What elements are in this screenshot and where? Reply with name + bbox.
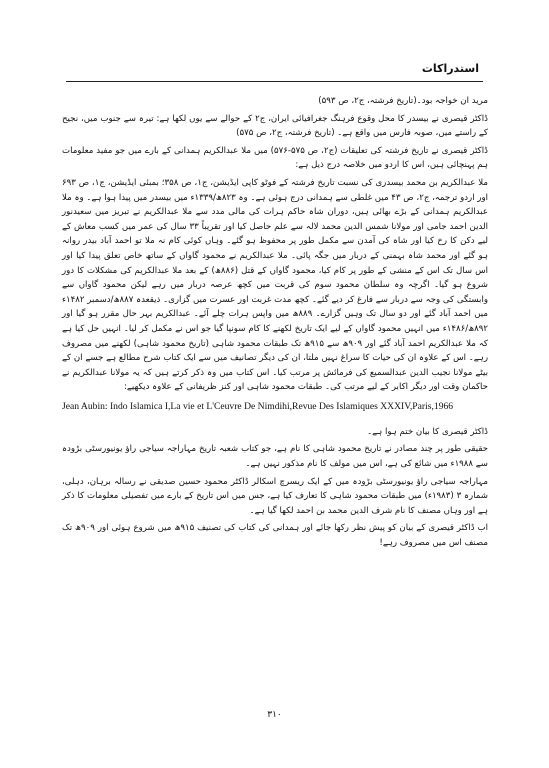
paragraph: ڈاکٹر قیصری نے تاریخ فرشتہ کی تعلیقات (ج۲، ص ۵۷۵-۵۷۶) میں ملا عبدالکریم ہمدانی کے بارے میں جو مفید معلومات ہم پہنچائی ہیں، اس کا اردو میں خلاصہ درج ذیل ہے: [62, 145, 488, 171]
paragraph: ڈاکٹر قیصری نے بیسدر کا محل وقوع فرہنگ جغرافیائی ایران، ج۲ کے حوالے سے یوں لکھا ہے: تیرہ سے جنوب میں، نجیح کے راستے میں، صوبہ فارس میں واقع ہے۔ (تاریخ فرشتہ، ج۲، ص ۵۷۵) [62, 113, 488, 139]
paragraph: حقیقی طور پر چند مصادر نے تاریخ محمود شاہی کا نام ہے، جو کتاب شعبہ تاریخ مہاراجہ سیاجی راؤ یونیورسٹی بڑودہ سے ۱۹۸۸ء میں شائع کی ہے، اس میں مولف کا نام مذکور نہیں ہے۔ [62, 444, 488, 470]
paragraph: ڈاکٹر قیصری کا بیان ختم ہوا ہے۔ [367, 426, 488, 437]
latin-citation: Jean Aubin: Indo Islamica I,La vie et L'Ceuvre De Nimdihi,Revue Des Islamiques XXXIV,Paris,1966 [62, 400, 454, 412]
paragraph: مرید ان خواجہ بود۔(تاریخ فرشتہ، ج۲، ص ۵۹۳) [318, 96, 488, 106]
header-rule [66, 81, 483, 82]
paragraph: اب ڈاکٹر قیصری کے بیان کو پیش نظر رکھا جائے اور ہمدانی کی کتاب کی تصنیف ۹۱۵ھ میں شروع ہوئی اور ۹۰۹ھ تک مصنف اس میں مصروف رہے! [62, 523, 488, 549]
paragraph: ملا عبدالکریم بن محمد بیسدری کی نسبت تاریخ فرشتہ کے فوٹو کاپی ایڈیشن، ج۱، ص ۳۵۸؛ بمبئی ایڈیشن، ج۱، ص ۶۹۳ اور اردو ترجمہ، ج۲، ص ۴۳ میں غلطی سے ہمدانی درج ہوئی ہے۔ وہ ۸۲۳ھ/۱۳۳۹ء میں بیسدر میں پیدا ہوا ہے۔ وہ ملا عبدالکریم ہمدانی کے بڑے بھائی ہیں، دوران شاہ حاکم ہرات کی مالی مدد سے ملا عبدالکریم نے تبریز میں سعیدنور الدین احمد جامی اور مولانا شمس الدین محمد لالہ سے علم حاصل کیا اور تقریباً ۳۳ سال کی عمر میں کسب معاش کے لیے دکن کا رخ کیا اور شاہ کی آمدن سے مکمل طور پر محفوظ ہو گئے۔ وہاں کوئی کام نہ ملا تو احمد آباد بیدر روانہ ہو گئے اور محمد شاہ بہمنی کے دربار میں جگہ پائی۔ ملا عبدالکریم نے محمود گاواں کے ساتھ خاص تعلق پیدا کیا اور اس سال تک اس کے منشی کے طور پر کام کیا، محمود گاواں کے قتل (۸۸۶ھ) کے بعد ملا عبدالکریم کی مشکلات کا دور شروع ہو گیا۔ اگرچہ وہ سلطان محمود سوم کی قربت میں کچھ عرصہ دربار میں رہے لیکن محمود گاواں سے وابستگی کی وجہ سے دربار سے فارغ کر دیے گئے۔ کچھ مدت غربت اور عسرت میں گزاری۔ ذیقعدہ ۸۸۷ھ/دسمبر ۱۴۸۲ء میں احمد آباد گئے اور دو سال تک وہیں گزارے۔ ۸۸۹ھ میں واپس ہرات چلے آئے۔ عبدالکریم بہر حال مقرر ہو گیا اور ۸۹۲ھ/۱۴۸۶ء میں انہیں محمود گاواں کے لیے ایک تاریخ لکھنے کا کام سونپا گیا جو اس نے مکمل کر لیا۔ انہیں حل کیا ہے کہ ملا عبدالکریم احمد آباد گئے اور ۹۰۹ھ سے ۹۱۵ھ تک طبقات محمود شاہی (تاریخ محمود شاہی) لکھنے میں مصروف رہے۔ اس کے علاوہ ان کی حیات کا سراغ نہیں ملتا، ان کی دیگر تصانیف میں سے ایک کتاب شرح مطالع ہے جسے ان کے بیٹے مولانا نجیب الدین عبدالسمیع کی فرمائش پر مرتب کیا۔ اس کتاب میں وہ ذکر کرتے ہیں کہ یہ مولانا عبدالکریم نے حاکمان وقت اور دیگر اکابر کے لیے مرتب کی۔ طبقات محمود شاہی اور کنز ظریفانی کے علاوہ دیکھیے: [62, 177, 489, 393]
running-header: استدراکات [421, 62, 479, 75]
page-body [62, 94, 488, 554]
paragraph: مہاراجہ سیاجی راؤ یونیورسٹی بڑودہ میں کے ایک ریسرچ اسکالر ڈاکٹر محمود حسین صدیقی نے رسالہ برہان، دہلی، شمارہ ۳ (۱۹۸۳ء) میں طبقات محمود شاہی کا تعارف کیا ہے، جس میں اس تاریخ کے بارے میں تفصیلی معلومات کا ذکر ہے اور وہاں مصنف کا نام شرف الدین محمد بن احمد لکھا گیا ہے۔ [62, 476, 488, 516]
page-number: ۳۱۰ [267, 710, 282, 720]
